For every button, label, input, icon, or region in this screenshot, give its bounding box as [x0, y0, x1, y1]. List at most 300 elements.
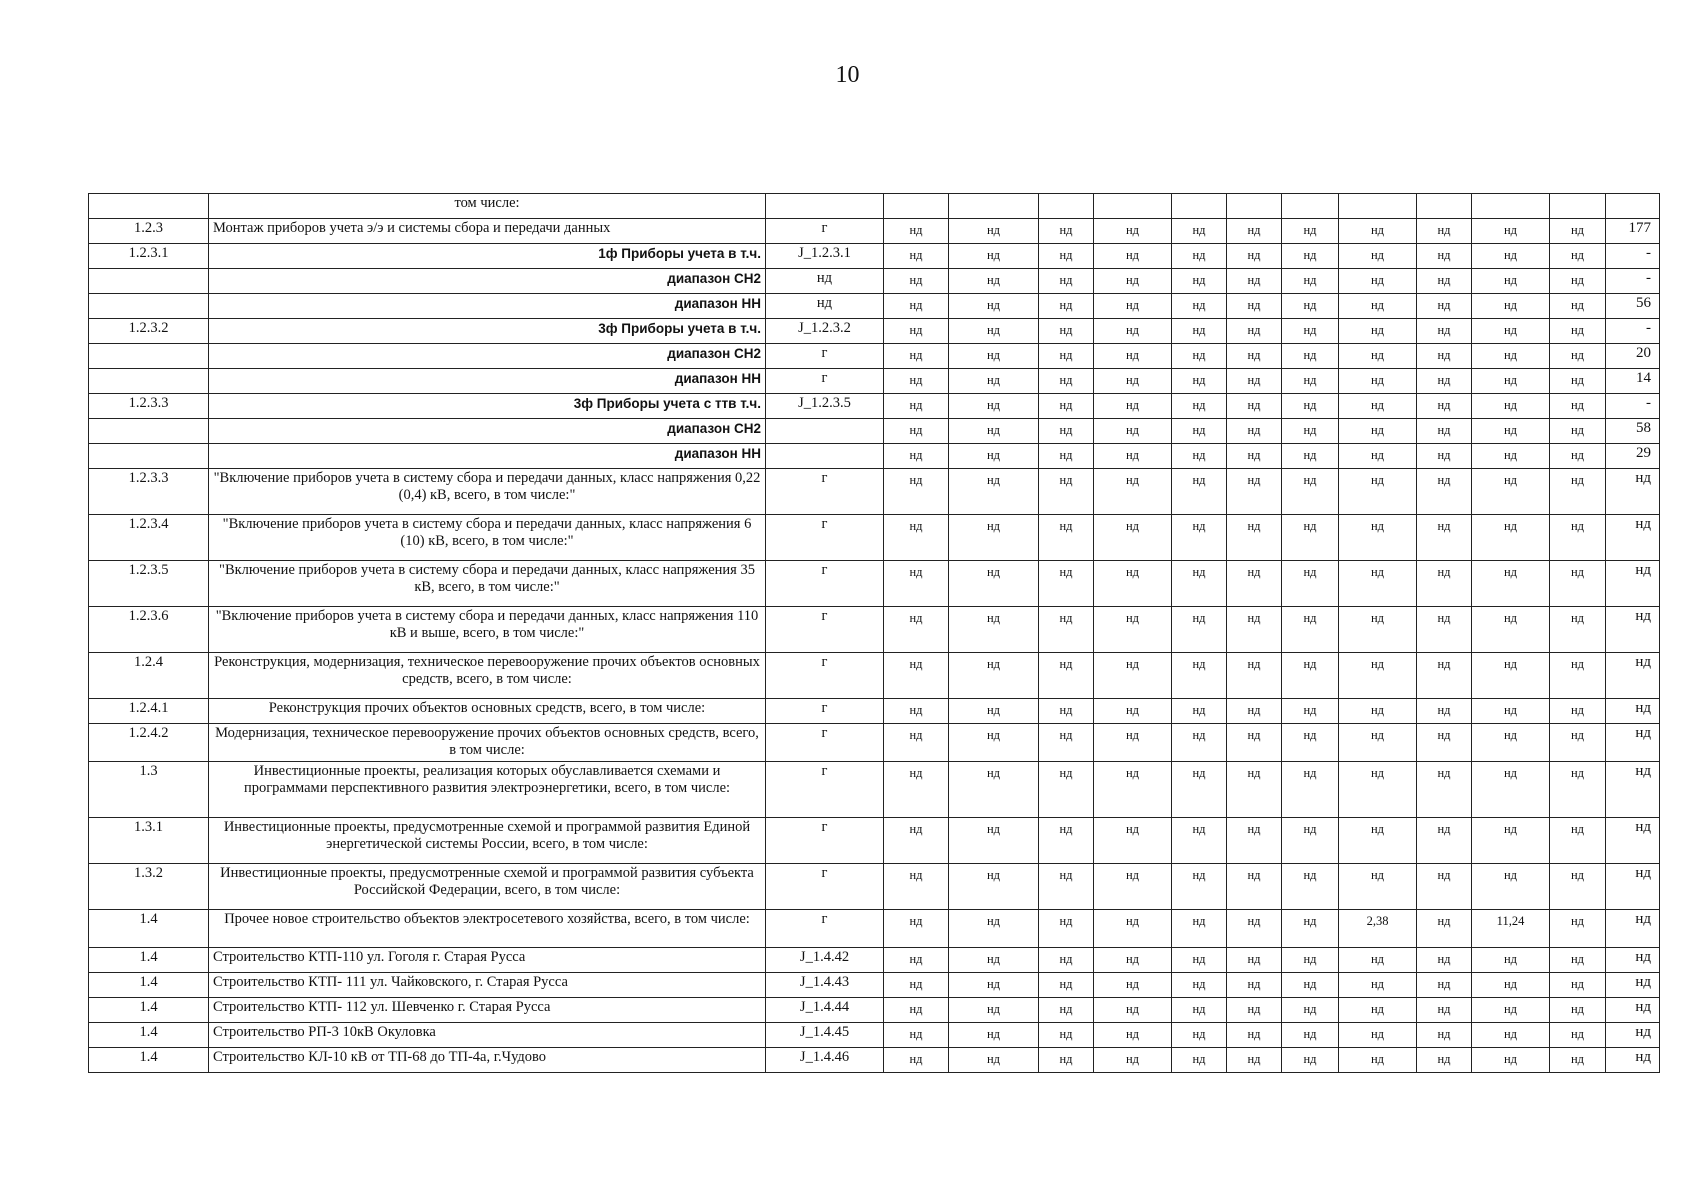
value-cell: нд — [884, 469, 949, 515]
value-cell: нд — [1039, 973, 1094, 998]
value-cell: нд — [949, 419, 1039, 444]
value-cell: нд — [1172, 469, 1227, 515]
total-cell: - — [1606, 319, 1660, 344]
value-cell: нд — [1172, 998, 1227, 1023]
value-cell: нд — [1472, 419, 1550, 444]
value-cell: нд — [1417, 394, 1472, 419]
value-cell: нд — [1417, 219, 1472, 244]
row-name-cell: диапазон СН2 — [209, 344, 766, 369]
value-cell: нд — [1550, 444, 1606, 469]
value-cell: нд — [949, 818, 1039, 864]
row-number-cell — [89, 444, 209, 469]
value-cell: нд — [1550, 269, 1606, 294]
value-cell: нд — [1039, 444, 1094, 469]
value-cell: нд — [1227, 561, 1282, 607]
row-name-cell: Монтаж приборов учета э/э и системы сбора и передачи данных — [209, 219, 766, 244]
value-cell: нд — [1472, 344, 1550, 369]
value-cell: нд — [884, 515, 949, 561]
row-number-cell: 1.3 — [89, 762, 209, 818]
row-name-cell: Строительство КТП- 112 ул. Шевченко г. Старая Русса — [209, 998, 766, 1023]
row-number-cell: 1.3.1 — [89, 818, 209, 864]
table-body — [89, 194, 1660, 1073]
row-number-cell: 1.2.3.3 — [89, 469, 209, 515]
value-cell: нд — [949, 1023, 1039, 1048]
value-cell: нд — [949, 269, 1039, 294]
table-row — [89, 244, 1660, 269]
value-cell: нд — [949, 607, 1039, 653]
table-row — [89, 699, 1660, 724]
value-cell: нд — [1227, 762, 1282, 818]
row-name-cell: "Включение приборов учета в систему сбора и передачи данных, класс напряжения 35 кВ, всего, в том числе:" — [209, 561, 766, 607]
total-cell: нд — [1606, 653, 1660, 699]
value-cell: нд — [1227, 444, 1282, 469]
row-name-cell: 3ф Приборы учета с ттв т.ч. — [209, 394, 766, 419]
value-cell: нд — [1282, 973, 1339, 998]
value-cell: нд — [1472, 394, 1550, 419]
value-cell: нд — [1094, 269, 1172, 294]
value-cell: нд — [949, 561, 1039, 607]
value-cell: нд — [1039, 818, 1094, 864]
value-cell: нд — [1227, 653, 1282, 699]
value-cell — [1039, 194, 1094, 219]
value-cell: нд — [1172, 444, 1227, 469]
value-cell: нд — [1094, 515, 1172, 561]
value-cell: нд — [1339, 699, 1417, 724]
value-cell: нд — [1172, 699, 1227, 724]
value-cell: нд — [1094, 369, 1172, 394]
value-cell: нд — [1339, 762, 1417, 818]
total-cell: - — [1606, 394, 1660, 419]
row-name-cell: Строительство КТП- 111 ул. Чайковского, г. Старая Русса — [209, 973, 766, 998]
value-cell: нд — [1339, 444, 1417, 469]
table-row — [89, 1023, 1660, 1048]
value-cell: нд — [884, 998, 949, 1023]
value-cell: нд — [1472, 762, 1550, 818]
value-cell: нд — [1550, 515, 1606, 561]
value-cell: нд — [884, 294, 949, 319]
row-number-cell: 1.2.3.4 — [89, 515, 209, 561]
value-cell — [1550, 194, 1606, 219]
value-cell: нд — [1417, 948, 1472, 973]
value-cell: нд — [1039, 244, 1094, 269]
value-cell: нд — [1472, 469, 1550, 515]
value-cell: нд — [1172, 653, 1227, 699]
value-cell: нд — [1417, 244, 1472, 269]
value-cell: нд — [1417, 973, 1472, 998]
value-cell: нд — [1339, 344, 1417, 369]
value-cell: нд — [1339, 818, 1417, 864]
row-number-cell — [89, 194, 209, 219]
value-cell: нд — [1227, 369, 1282, 394]
table-row — [89, 607, 1660, 653]
value-cell — [1094, 194, 1172, 219]
value-cell: нд — [1550, 724, 1606, 762]
value-cell: нд — [1094, 948, 1172, 973]
value-cell: нд — [1282, 419, 1339, 444]
value-cell: нд — [1172, 1023, 1227, 1048]
value-cell: нд — [1282, 864, 1339, 910]
row-number-cell — [89, 344, 209, 369]
value-cell: нд — [1417, 607, 1472, 653]
value-cell: нд — [1472, 818, 1550, 864]
value-cell: нд — [1039, 699, 1094, 724]
value-cell: нд — [1282, 1023, 1339, 1048]
value-cell: нд — [1339, 419, 1417, 444]
row-code-cell: г — [766, 910, 884, 948]
value-cell: нд — [1417, 515, 1472, 561]
value-cell: нд — [1282, 910, 1339, 948]
value-cell: нд — [1472, 699, 1550, 724]
value-cell: нд — [1417, 818, 1472, 864]
value-cell — [1417, 194, 1472, 219]
value-cell: нд — [949, 910, 1039, 948]
value-cell: нд — [884, 444, 949, 469]
value-cell: нд — [1039, 369, 1094, 394]
value-cell: нд — [1282, 818, 1339, 864]
value-cell: нд — [1172, 369, 1227, 394]
table-row — [89, 469, 1660, 515]
value-cell: нд — [1550, 244, 1606, 269]
value-cell: нд — [1094, 561, 1172, 607]
value-cell: нд — [884, 244, 949, 269]
row-name-cell: "Включение приборов учета в систему сбора и передачи данных, класс напряжения 110 кВ и выше, всего, в том числе:" — [209, 607, 766, 653]
row-name-cell: диапазон СН2 — [209, 269, 766, 294]
value-cell: нд — [1227, 973, 1282, 998]
value-cell: нд — [884, 724, 949, 762]
row-number-cell: 1.4 — [89, 973, 209, 998]
value-cell: нд — [1550, 294, 1606, 319]
row-code-cell: J_1.2.3.1 — [766, 244, 884, 269]
table-row — [89, 864, 1660, 910]
value-cell: нд — [1172, 269, 1227, 294]
value-cell: нд — [1227, 948, 1282, 973]
value-cell: нд — [1472, 515, 1550, 561]
value-cell: нд — [1039, 762, 1094, 818]
row-number-cell: 1.2.4.2 — [89, 724, 209, 762]
row-code-cell: J_1.2.3.2 — [766, 319, 884, 344]
value-cell: нд — [1339, 561, 1417, 607]
value-cell: нд — [1172, 561, 1227, 607]
value-cell: нд — [1417, 469, 1472, 515]
value-cell: нд — [1282, 515, 1339, 561]
value-cell: нд — [1039, 294, 1094, 319]
value-cell: нд — [949, 653, 1039, 699]
total-cell: 58 — [1606, 419, 1660, 444]
table-row — [89, 219, 1660, 244]
value-cell: нд — [1094, 344, 1172, 369]
row-name-cell: Прочее новое строительство объектов электросетевого хозяйства, всего, в том числе: — [209, 910, 766, 948]
value-cell: нд — [1094, 699, 1172, 724]
value-cell: нд — [949, 762, 1039, 818]
value-cell: нд — [1094, 818, 1172, 864]
row-name-cell: диапазон СН2 — [209, 419, 766, 444]
row-number-cell: 1.2.3.1 — [89, 244, 209, 269]
value-cell — [1472, 194, 1550, 219]
value-cell: нд — [1282, 607, 1339, 653]
value-cell: нд — [1472, 319, 1550, 344]
value-cell: нд — [884, 394, 949, 419]
total-cell: нд — [1606, 864, 1660, 910]
value-cell: нд — [1039, 864, 1094, 910]
value-cell: нд — [1339, 515, 1417, 561]
total-cell: нд — [1606, 515, 1660, 561]
total-cell: 14 — [1606, 369, 1660, 394]
value-cell: нд — [1039, 269, 1094, 294]
value-cell: нд — [1039, 344, 1094, 369]
value-cell: нд — [1227, 319, 1282, 344]
value-cell: нд — [1550, 818, 1606, 864]
value-cell: нд — [1472, 1023, 1550, 1048]
value-cell: нд — [1417, 653, 1472, 699]
value-cell: нд — [1472, 998, 1550, 1023]
value-cell: нд — [949, 864, 1039, 910]
value-cell: нд — [1339, 1023, 1417, 1048]
value-cell: нд — [1550, 469, 1606, 515]
value-cell: нд — [1227, 469, 1282, 515]
value-cell: нд — [1472, 561, 1550, 607]
value-cell: нд — [1550, 561, 1606, 607]
value-cell: нд — [1094, 319, 1172, 344]
value-cell: нд — [1282, 724, 1339, 762]
value-cell: нд — [1550, 948, 1606, 973]
value-cell: нд — [949, 515, 1039, 561]
value-cell: нд — [1227, 724, 1282, 762]
value-cell: нд — [1039, 910, 1094, 948]
row-number-cell — [89, 269, 209, 294]
value-cell: нд — [1039, 394, 1094, 419]
value-cell: нд — [1550, 344, 1606, 369]
value-cell: нд — [1472, 948, 1550, 973]
total-cell: 20 — [1606, 344, 1660, 369]
value-cell: нд — [1094, 653, 1172, 699]
value-cell: нд — [1094, 998, 1172, 1023]
value-cell: нд — [1282, 294, 1339, 319]
value-cell: нд — [1172, 818, 1227, 864]
value-cell: нд — [1172, 910, 1227, 948]
value-cell: нд — [1172, 864, 1227, 910]
value-cell: нд — [1227, 1048, 1282, 1073]
value-cell: нд — [1472, 444, 1550, 469]
value-cell: нд — [949, 724, 1039, 762]
value-cell: нд — [1339, 394, 1417, 419]
value-cell: нд — [1550, 910, 1606, 948]
row-code-cell: г — [766, 653, 884, 699]
value-cell: нд — [1550, 699, 1606, 724]
value-cell: нд — [1417, 1023, 1472, 1048]
value-cell: нд — [1550, 319, 1606, 344]
value-cell: нд — [884, 653, 949, 699]
table-row — [89, 973, 1660, 998]
value-cell: нд — [1282, 319, 1339, 344]
value-cell: нд — [1094, 762, 1172, 818]
value-cell: нд — [884, 699, 949, 724]
value-cell: нд — [884, 369, 949, 394]
value-cell: нд — [1339, 294, 1417, 319]
value-cell: 2,38 — [1339, 910, 1417, 948]
row-code-cell: г — [766, 699, 884, 724]
value-cell: нд — [1282, 699, 1339, 724]
value-cell: нд — [949, 344, 1039, 369]
value-cell: нд — [1172, 244, 1227, 269]
value-cell: нд — [949, 469, 1039, 515]
value-cell: нд — [1417, 724, 1472, 762]
value-cell: нд — [1227, 699, 1282, 724]
row-code-cell: г — [766, 469, 884, 515]
value-cell — [1339, 194, 1417, 219]
row-code-cell — [766, 444, 884, 469]
value-cell: нд — [884, 864, 949, 910]
value-cell: нд — [1282, 244, 1339, 269]
value-cell: нд — [1550, 762, 1606, 818]
value-cell: нд — [1472, 864, 1550, 910]
total-cell: нд — [1606, 818, 1660, 864]
table-row — [89, 269, 1660, 294]
row-name-cell: "Включение приборов учета в систему сбора и передачи данных, класс напряжения 6 (10) кВ, всего, в том числе:" — [209, 515, 766, 561]
row-code-cell: нд — [766, 269, 884, 294]
row-code-cell: г — [766, 762, 884, 818]
value-cell: нд — [1417, 269, 1472, 294]
value-cell: нд — [1472, 244, 1550, 269]
value-cell: нд — [949, 369, 1039, 394]
table-row — [89, 998, 1660, 1023]
value-cell: нд — [884, 910, 949, 948]
row-code-cell: г — [766, 515, 884, 561]
row-name-cell: Реконструкция прочих объектов основных средств, всего, в том числе: — [209, 699, 766, 724]
value-cell: нд — [1339, 269, 1417, 294]
value-cell: нд — [1417, 699, 1472, 724]
value-cell: нд — [1339, 864, 1417, 910]
value-cell: нд — [1339, 998, 1417, 1023]
value-cell: нд — [1227, 910, 1282, 948]
value-cell: нд — [1227, 818, 1282, 864]
row-code-cell — [766, 419, 884, 444]
value-cell: нд — [1339, 1048, 1417, 1073]
value-cell: нд — [1417, 369, 1472, 394]
value-cell: нд — [1282, 344, 1339, 369]
value-cell: нд — [1172, 394, 1227, 419]
value-cell: нд — [1339, 319, 1417, 344]
value-cell: нд — [884, 561, 949, 607]
value-cell: нд — [1172, 948, 1227, 973]
value-cell: нд — [1550, 369, 1606, 394]
value-cell: нд — [884, 973, 949, 998]
value-cell: нд — [1550, 998, 1606, 1023]
value-cell: нд — [1472, 219, 1550, 244]
value-cell: нд — [884, 219, 949, 244]
value-cell: нд — [1094, 1048, 1172, 1073]
value-cell: нд — [1094, 973, 1172, 998]
value-cell: нд — [1282, 998, 1339, 1023]
row-name-cell: Строительство РП-3 10кВ Окуловка — [209, 1023, 766, 1048]
row-code-cell: нд — [766, 294, 884, 319]
value-cell: нд — [1227, 1023, 1282, 1048]
value-cell: нд — [949, 319, 1039, 344]
value-cell: нд — [1039, 607, 1094, 653]
value-cell: нд — [1094, 219, 1172, 244]
value-cell: нд — [1417, 344, 1472, 369]
table-row — [89, 910, 1660, 948]
value-cell: нд — [1282, 369, 1339, 394]
value-cell: нд — [1039, 561, 1094, 607]
value-cell: нд — [884, 818, 949, 864]
value-cell: нд — [1227, 419, 1282, 444]
value-cell: нд — [1094, 469, 1172, 515]
value-cell: нд — [1227, 607, 1282, 653]
total-cell: нд — [1606, 1023, 1660, 1048]
total-cell: 56 — [1606, 294, 1660, 319]
row-number-cell: 1.4 — [89, 998, 209, 1023]
value-cell: нд — [1227, 269, 1282, 294]
value-cell: нд — [1550, 973, 1606, 998]
value-cell: нд — [1282, 219, 1339, 244]
total-cell: нд — [1606, 469, 1660, 515]
value-cell: нд — [1282, 1048, 1339, 1073]
row-number-cell: 1.4 — [89, 1023, 209, 1048]
row-code-cell: J_1.4.45 — [766, 1023, 884, 1048]
value-cell: нд — [1172, 419, 1227, 444]
row-name-cell: Строительство КЛ-10 кВ от ТП-68 до ТП-4а, г.Чудово — [209, 1048, 766, 1073]
value-cell: нд — [1172, 515, 1227, 561]
row-name-cell: Инвестиционные проекты, предусмотренные схемой и программой развития субъекта Российской Федерации, всего, в том числе: — [209, 864, 766, 910]
value-cell: нд — [884, 344, 949, 369]
row-number-cell — [89, 419, 209, 444]
value-cell: нд — [1039, 319, 1094, 344]
value-cell: нд — [1282, 653, 1339, 699]
total-cell — [1606, 194, 1660, 219]
value-cell: нд — [1172, 762, 1227, 818]
value-cell: нд — [1282, 394, 1339, 419]
value-cell: нд — [1339, 469, 1417, 515]
value-cell: нд — [1417, 319, 1472, 344]
table-row — [89, 444, 1660, 469]
row-number-cell: 1.4 — [89, 948, 209, 973]
value-cell: нд — [1472, 724, 1550, 762]
row-number-cell: 1.2.3.3 — [89, 394, 209, 419]
total-cell: нд — [1606, 910, 1660, 948]
total-cell: - — [1606, 244, 1660, 269]
value-cell: нд — [1472, 653, 1550, 699]
value-cell: нд — [1094, 394, 1172, 419]
value-cell: нд — [1550, 607, 1606, 653]
row-code-cell: г — [766, 724, 884, 762]
value-cell: нд — [1550, 394, 1606, 419]
value-cell: нд — [1550, 419, 1606, 444]
row-code-cell: г — [766, 344, 884, 369]
value-cell — [1172, 194, 1227, 219]
value-cell: нд — [1227, 864, 1282, 910]
value-cell: нд — [884, 269, 949, 294]
row-name-cell: том числе: — [209, 194, 766, 219]
row-code-cell: J_1.4.44 — [766, 998, 884, 1023]
total-cell: нд — [1606, 973, 1660, 998]
value-cell: нд — [1339, 244, 1417, 269]
row-name-cell: диапазон НН — [209, 444, 766, 469]
row-number-cell: 1.2.3.5 — [89, 561, 209, 607]
value-cell: нд — [1472, 973, 1550, 998]
value-cell: нд — [1417, 762, 1472, 818]
row-number-cell: 1.4 — [89, 1048, 209, 1073]
value-cell: нд — [1550, 864, 1606, 910]
value-cell: нд — [1172, 319, 1227, 344]
value-cell: нд — [1472, 607, 1550, 653]
value-cell: нд — [1039, 1023, 1094, 1048]
row-code-cell: г — [766, 818, 884, 864]
row-name-cell: Строительство КТП-110 ул. Гоголя г. Старая Русса — [209, 948, 766, 973]
value-cell: нд — [1039, 219, 1094, 244]
value-cell: нд — [949, 444, 1039, 469]
value-cell: нд — [949, 1048, 1039, 1073]
value-cell: нд — [1039, 998, 1094, 1023]
